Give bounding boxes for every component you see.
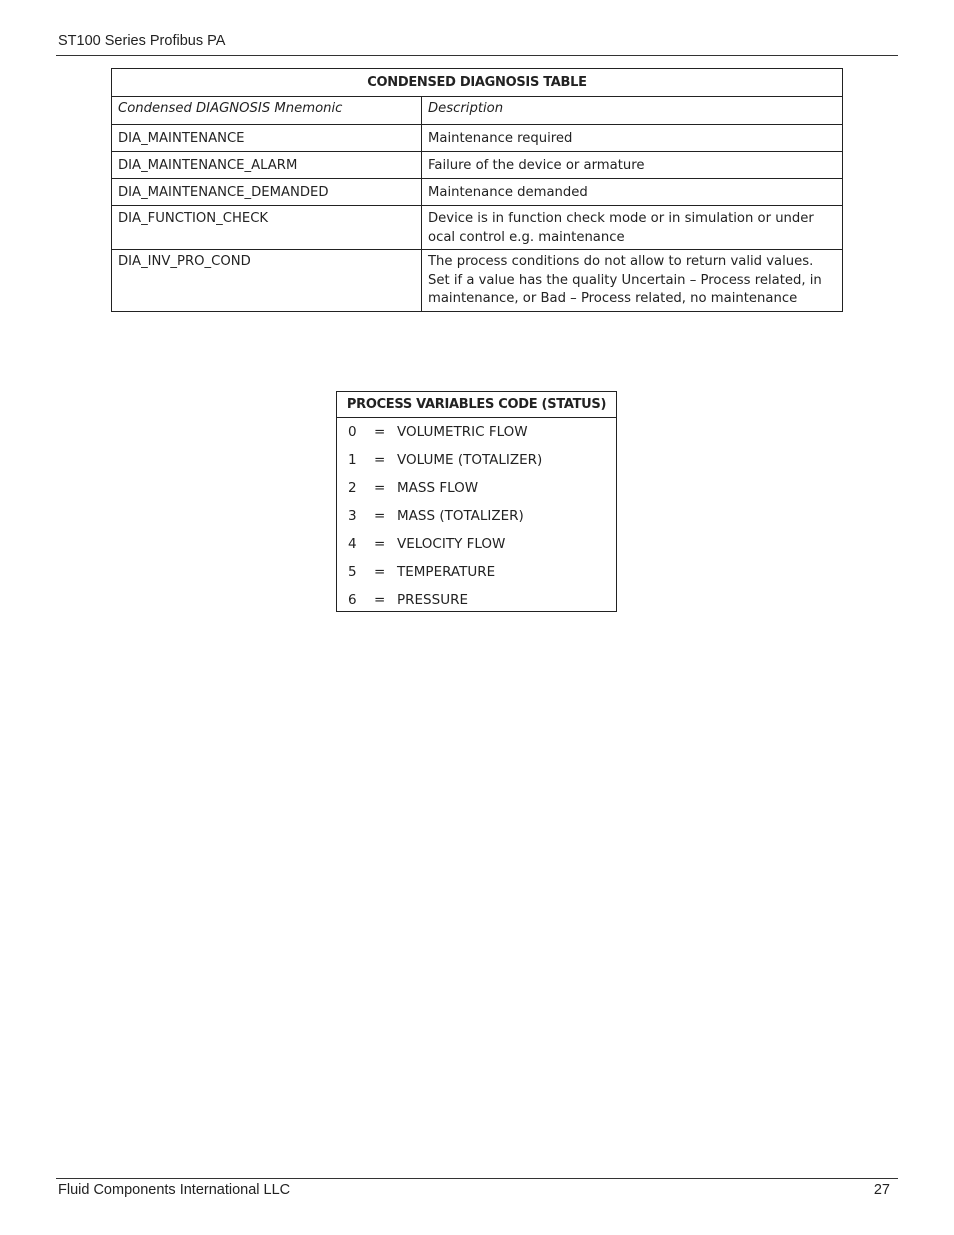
- footer-company: Fluid Components International LLC: [58, 1182, 291, 1198]
- page-header-title: ST100 Series Profibus PA: [58, 33, 226, 49]
- page-number: 27: [873, 1182, 890, 1198]
- table-row: [112, 206, 843, 250]
- mnemonic-cell: DIA_INV_PRO_COND: [112, 250, 422, 312]
- list-item: [337, 589, 616, 617]
- equals-sign: =: [374, 564, 386, 580]
- variable-code: 5: [348, 564, 357, 580]
- table-column-headers: [112, 97, 843, 125]
- equals-sign: =: [374, 536, 386, 552]
- variable-name: VELOCITY FLOW: [397, 536, 506, 552]
- variable-code: 0: [348, 424, 357, 440]
- description-cell: Failure of the device or armature: [422, 152, 843, 179]
- header-divider: [56, 55, 898, 56]
- mnemonic-cell: DIA_MAINTENANCE_ALARM: [112, 152, 422, 179]
- description-cell: Maintenance demanded: [422, 179, 843, 206]
- variable-code: 2: [348, 480, 357, 496]
- list-item: [337, 505, 616, 533]
- diagnosis-table-title: CONDENSED DIAGNOSIS TABLE: [112, 69, 843, 97]
- list-item: [337, 561, 616, 589]
- list-item: [337, 449, 616, 477]
- description-cell: Maintenance required: [422, 125, 843, 152]
- variable-name: MASS (TOTALIZER): [397, 508, 524, 524]
- process-variable-list: [337, 418, 616, 617]
- variable-code: 3: [348, 508, 357, 524]
- variable-name: VOLUME (TOTALIZER): [397, 452, 543, 468]
- mnemonic-cell: DIA_FUNCTION_CHECK: [112, 206, 422, 250]
- equals-sign: =: [374, 480, 386, 496]
- description-cell: Device is in function check mode or in simulation or under ocal control e.g. maintenance: [422, 206, 843, 250]
- table-row: [112, 179, 843, 206]
- process-variables-table: [336, 391, 617, 612]
- variable-name: PRESSURE: [397, 592, 468, 608]
- variable-name: MASS FLOW: [397, 480, 479, 496]
- equals-sign: =: [374, 452, 386, 468]
- equals-sign: =: [374, 508, 386, 524]
- condensed-diagnosis-table: [111, 68, 843, 312]
- list-item: [337, 533, 616, 561]
- table-row: [112, 250, 843, 312]
- process-table-title: PROCESS VARIABLES CODE (STATUS): [337, 392, 616, 418]
- equals-sign: =: [374, 592, 386, 608]
- list-item: [337, 477, 616, 505]
- table-row: [112, 125, 843, 152]
- variable-code: 6: [348, 592, 357, 608]
- list-item: [337, 421, 616, 449]
- mnemonic-cell: DIA_MAINTENANCE_DEMANDED: [112, 179, 422, 206]
- equals-sign: =: [374, 424, 386, 440]
- variable-code: 1: [348, 452, 357, 468]
- column-header-mnemonic: Condensed DIAGNOSIS Mnemonic: [112, 97, 422, 125]
- description-cell: The process conditions do not allow to return valid values. Set if a value has the quality Uncertain – Process related, in maintenance, or Bad – Process related, no maintenance: [422, 250, 843, 312]
- mnemonic-cell: DIA_MAINTENANCE: [112, 125, 422, 152]
- table-row: [112, 152, 843, 179]
- variable-name: TEMPERATURE: [397, 564, 496, 580]
- footer-divider: [56, 1178, 898, 1179]
- column-header-description: Description: [422, 97, 843, 125]
- variable-name: VOLUMETRIC FLOW: [397, 424, 528, 440]
- variable-code: 4: [348, 536, 357, 552]
